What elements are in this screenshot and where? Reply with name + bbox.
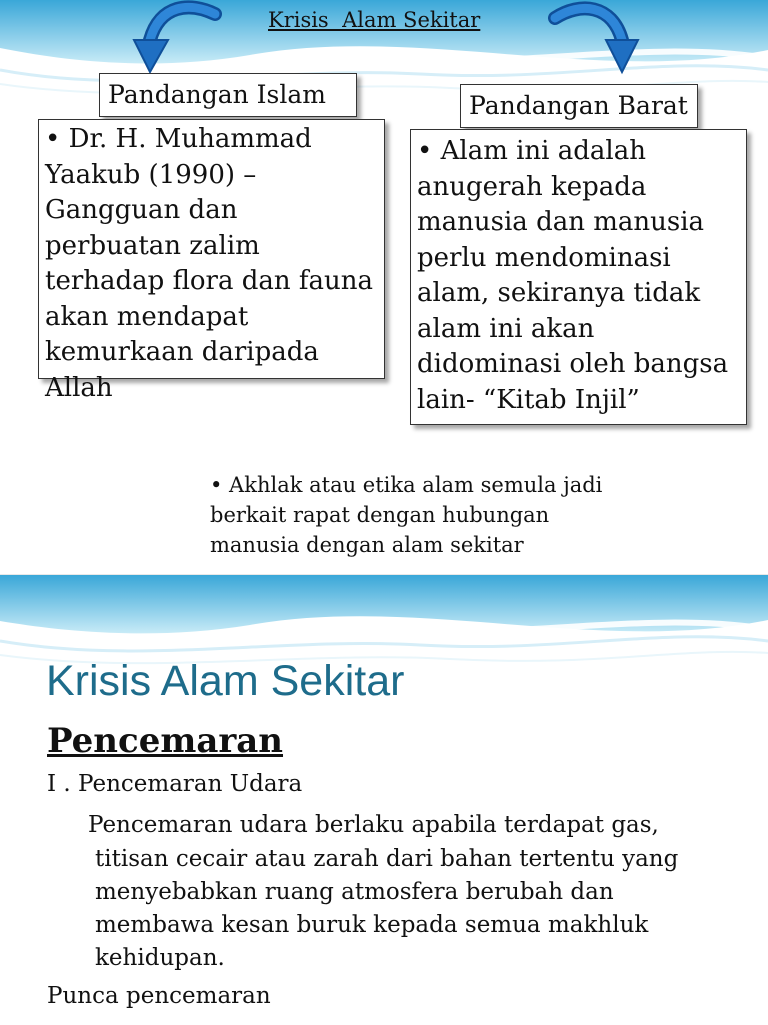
curved-arrow-right-icon: [540, 0, 650, 80]
islam-view-box: • Dr. H. Muhammad Yaakub (1990) – Gangguan dan perbuatan zalim terhadap flora dan fauna akan mendapat kemurkaan daripada Allah: [38, 119, 385, 379]
curved-arrow-left-icon: [120, 0, 230, 80]
ethics-note: • Akhlak atau etika alam semula jadi berkait rapat dengan hubungan manusia dengan alam sekitar: [210, 473, 603, 557]
subheading: I . Pencemaran Udara: [47, 771, 303, 797]
section-heading: Pencemaran: [47, 721, 284, 761]
barat-view-box: • Alam ini adalah anugerah kepada manusia dan manusia perlu mendominasi alam, sekiranya tidak alam ini akan didominasi oleh bangsa lain- “Kitab Injil”: [410, 129, 747, 425]
slide-1-title: Krisis Alam Sekitar: [268, 8, 481, 32]
paragraph-first-line: Pencemaran udara berlaku apabila terdapat gas,: [88, 812, 659, 838]
slide-2: [0, 574, 768, 1025]
label-pandangan-islam: Pandangan Islam: [99, 73, 357, 117]
footer-text: Punca pencemaran: [47, 983, 271, 1009]
label-pandangan-barat: Pandangan Barat: [460, 84, 698, 128]
slide-2-title: Krisis Alam Sekitar: [46, 657, 405, 705]
paragraph-body: titisan cecair atau zarah dari bahan tertentu yang menyebabkan ruang atmosfera berubah dan membawa kesan buruk kepada semua makhluk kehidupan.: [95, 846, 679, 971]
